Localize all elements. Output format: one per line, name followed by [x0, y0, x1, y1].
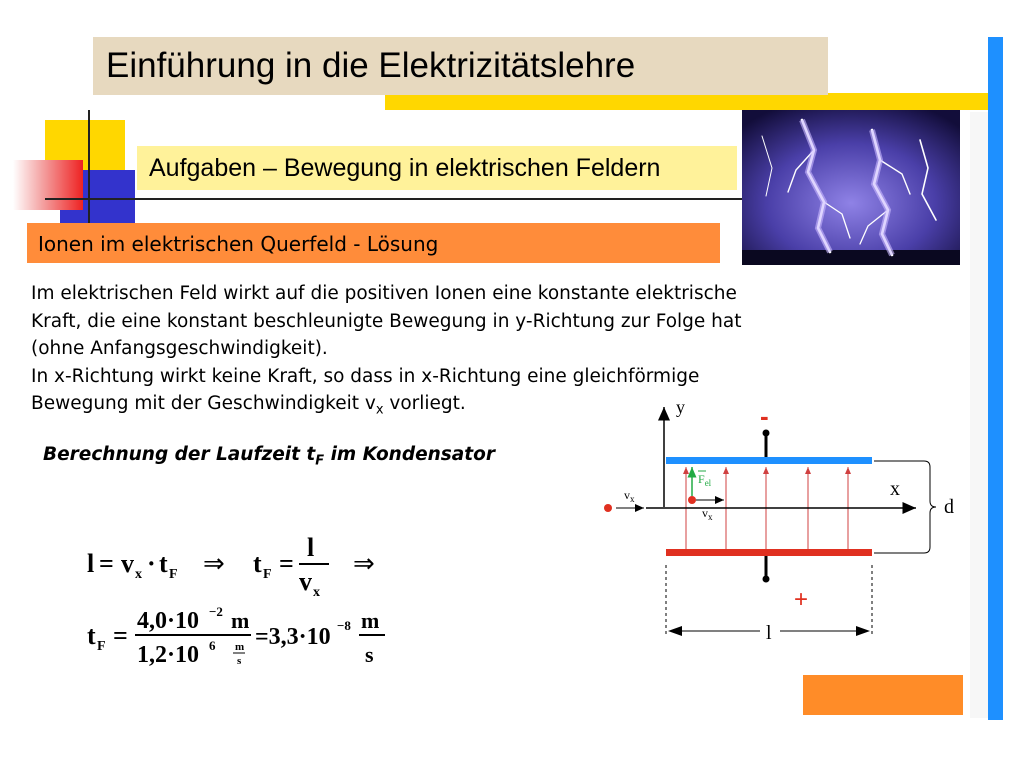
formula-t-1: t — [159, 549, 168, 578]
formula-v-1: v — [121, 549, 134, 578]
d-label: d — [944, 496, 954, 518]
plus-sign: + — [794, 586, 809, 613]
l-dim-arrow-right — [856, 626, 870, 636]
decor-horizontal-line — [45, 198, 745, 200]
calc-heading-prefix: Berechnung der Laufzeit t — [43, 444, 316, 465]
formula-t-2: t — [253, 549, 262, 578]
formula-eq-2: = — [279, 549, 294, 578]
formula-eq-3: = — [113, 621, 128, 650]
formula-den-value: 1,2·10 — [137, 642, 200, 668]
explanation-line-3: (ohne Anfangsgeschwindigkeit). — [31, 338, 328, 359]
formula-t-sub-2: F — [263, 567, 272, 582]
formula-den-v: v — [299, 567, 312, 596]
formula-l: l — [87, 549, 95, 578]
unit-den-s: s — [237, 655, 242, 667]
calc-heading-subscript: F — [315, 453, 325, 469]
implies-2: ⇒ — [353, 549, 375, 578]
formula-t-sub-1: F — [169, 567, 178, 582]
positive-terminal-dot — [763, 576, 770, 583]
formula-result: =3,3·10 — [255, 624, 331, 650]
d-brace — [874, 461, 936, 553]
unit-result-m: m — [361, 608, 380, 633]
unit-result-s: s — [365, 642, 374, 667]
implies-1: ⇒ — [203, 549, 225, 578]
decor-blue-right-bar — [988, 37, 1003, 720]
formula-t-3: t — [87, 621, 96, 650]
formula-den-v-sub: x — [313, 585, 320, 600]
formula-result-exp: −8 — [337, 618, 351, 633]
l-label: l — [766, 622, 772, 644]
formula-num-value: 4,0·10 — [137, 608, 200, 634]
l-dim-arrow-left — [668, 626, 682, 636]
negative-plate — [666, 457, 872, 464]
lightning-image — [742, 110, 960, 265]
formula-t-sub-3: F — [97, 639, 106, 654]
decor-orange-block — [803, 675, 963, 715]
explanation-line-4: In x-Richtung wirkt keine Kraft, so dass in x-Richtung eine gleichförmige — [31, 365, 700, 387]
positive-plate — [666, 549, 872, 556]
page-subtitle: Aufgaben – Bewegung in elektrischen Feldern — [149, 154, 661, 182]
unit-den-m: m — [235, 641, 245, 653]
line5-prefix: Bewegung mit der Geschwindigkeit v — [31, 393, 376, 414]
decor-light-right-bar — [970, 112, 988, 718]
formula-box — [85, 528, 405, 675]
x-axis-label: x — [890, 478, 900, 500]
minus-sign: - — [760, 401, 769, 431]
page-title: Einführung in die Elektrizitätslehre — [106, 46, 636, 85]
formula-num-l: l — [307, 533, 315, 562]
calc-heading — [43, 442, 495, 475]
formula-dot-1: · — [147, 549, 156, 578]
decor-yellow-bar — [385, 93, 990, 110]
formula-num-exp: −2 — [209, 604, 223, 619]
formula-eq-1: = — [99, 549, 114, 578]
decor-vertical-line — [88, 110, 90, 228]
incoming-vx-label: $v_x$ — [624, 488, 635, 504]
explanation-line-2: Kraft, die eine konstant beschleunigte Bewegung in y-Richtung zur Folge hat — [31, 310, 742, 332]
decor-red-square — [13, 160, 83, 210]
fel-label: $F_{el}$ — [698, 472, 712, 488]
ion-vx-label: $v_x$ — [702, 506, 713, 522]
y-axis-label: y — [676, 397, 685, 417]
formula-v-sub-1: x — [135, 567, 142, 582]
incoming-ion — [604, 504, 612, 512]
line5-suffix: vorliegt. — [383, 393, 466, 414]
ion-in-field — [688, 496, 696, 504]
formula-den-exp: 6 — [209, 638, 216, 653]
section-heading: Ionen im elektrischen Querfeld - Lösung — [38, 232, 439, 256]
formula-svg — [85, 528, 405, 675]
line5-subscript: x — [375, 402, 384, 418]
calc-heading-suffix: im Kondensator — [324, 444, 495, 465]
capacitor-diagram — [590, 395, 970, 655]
explanation-line-1: Im elektrischen Feld wirkt auf die positiven Ionen eine konstante elektrische — [31, 283, 737, 304]
unit-num-m: m — [231, 608, 250, 633]
